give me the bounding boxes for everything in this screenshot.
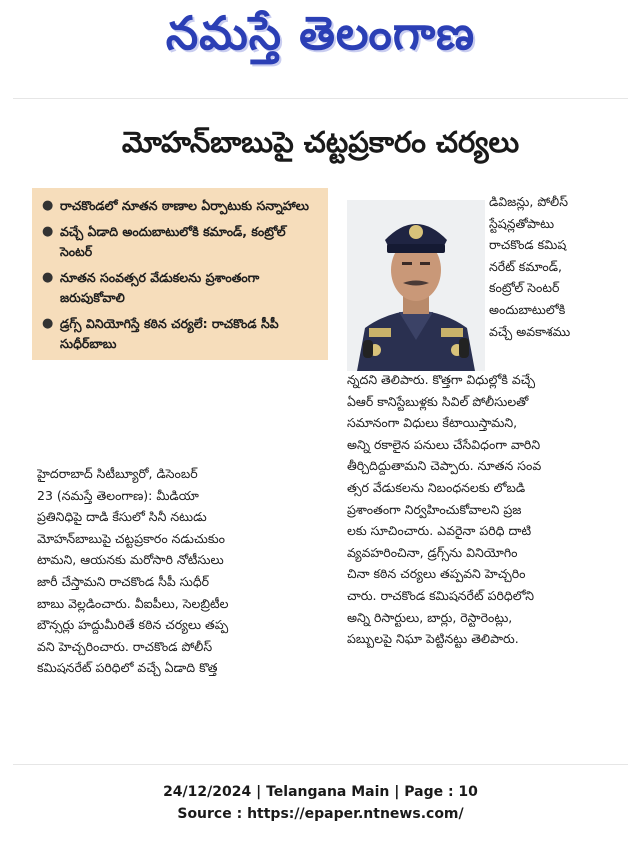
bullet-icon: ●: [42, 224, 54, 239]
text-line: లకు సూచించారు. ఎవరైనా పరిధి దాటి: [347, 523, 532, 539]
highlight-item: [42, 196, 322, 216]
left-column: [37, 463, 333, 679]
text-line: చారు. రాచకొండ కమిషనరేట్ పరిధిలోని: [347, 587, 535, 603]
text-line: బాబు వెల్లడించారు. వీఐపీలు, సెలబ్రిటీల: [37, 595, 229, 611]
highlight-text: రాచకొండలో నూతన ఠాణాల ఏర్పాటుకు సన్నాహాలు: [60, 198, 309, 213]
text-line: ఏఆర్ కానిస్టేబుళ్లకు సివిల్ పోలీసులతో: [347, 393, 529, 409]
text-line: చినా కఠిన చర్యలు తప్పవని హెచ్చరిం: [347, 566, 526, 582]
text-line: హైదరాబాద్ సిటీబ్యూరో, డిసెంబర్: [37, 466, 198, 481]
article-headline: మోహన్‌బాబుపై చట్టప్రకారం చర్యలు: [121, 125, 520, 159]
text-line: జారీ చేస్తామని రాచకొండ సీపీ సుధీర్: [37, 573, 210, 589]
edition-info: 24/12/2024 | Telangana Main | Page : 10: [163, 784, 478, 800]
highlight-item: [42, 268, 322, 308]
text-line: 23 (నమస్తే తెలంగాణ): మీడియా: [37, 487, 199, 503]
text-line: కమిషనరేట్ పరిధిలో వచ్చే ఏడాది కొత్త: [37, 660, 218, 676]
text-line: రాచకొండ కమిష: [489, 237, 567, 253]
highlights-box: [32, 188, 328, 360]
highlight-item: [42, 222, 322, 262]
text-line: ప్రతినిధిపై దాడి కేసులో సినీ నటుడు: [37, 509, 207, 525]
highlight-text: నూతన సంవత్సర వేడుకలను ప్రశాంతంగా జరుపుకోవాలి: [60, 270, 260, 305]
text-line: స్టేషన్లతోపాటు: [489, 215, 555, 231]
masthead-logo: నమస్తే తెలంగాణ: [165, 6, 476, 60]
bullet-icon: ●: [42, 270, 54, 285]
news-clipping: [13, 98, 628, 765]
text-line: పబ్బులపై నిఘా పెట్టినట్టు తెలిపారు.: [347, 631, 519, 647]
text-line: వని హెచ్చరించారు. రాచకొండ పోలీస్: [37, 638, 213, 654]
right-bottom-column: [347, 369, 623, 650]
masthead: [0, 0, 641, 78]
text-line: అందుబాటులోకి: [489, 301, 566, 317]
text-line: త్సర వేడుకలను నిబంధనలకు లోబడి: [347, 479, 526, 495]
highlight-text: వచ్చే ఏడాది అందుబాటులోకి కమాండ్, కంట్రోల్ సెంటర్: [60, 224, 286, 259]
text-line: అన్ని రిసార్టులు, బార్లు, రెస్టారెంట్లు,: [347, 609, 513, 625]
police-officer-photo: [347, 200, 485, 371]
text-line: వ్యవహరించినా, డ్రగ్స్‌ను వినియోగిం: [347, 544, 518, 560]
text-line: మోహన్‌బాబుపై చట్టప్రకారం నడుచుకుం: [37, 530, 226, 546]
text-line: డివిజన్లు, పోలీస్: [489, 194, 568, 209]
bullet-icon: ●: [42, 316, 54, 331]
text-line: సమానంగా విధులు కేటాయిస్తామని,: [347, 415, 518, 431]
officer-portrait-icon: [347, 200, 485, 371]
text-line: అన్ని రకాలైన పనులు చేసేవిధంగా వారిని: [347, 436, 541, 452]
text-line: బౌన్సర్లు హద్దుమీరితే కఠిన చర్యలు తప్ప: [37, 617, 229, 633]
bullet-icon: ●: [42, 198, 54, 213]
highlight-text: డ్రగ్స్ వినియోగిస్తే కఠిన చర్యలే: రాచకొండ సీపీ సుధీర్‌బాబు: [60, 316, 279, 351]
text-line: న్నదని తెలిపారు. కొత్తగా విధుల్లోకి వచ్చే: [347, 372, 536, 387]
text-line: నరేట్ కమాండ్,: [489, 258, 562, 274]
source-link[interactable]: Source : https://epaper.ntnews.com/: [177, 806, 464, 822]
highlight-item: [42, 314, 322, 354]
right-top-column: [489, 191, 621, 342]
text-line: ప్రశాంతంగా నిర్వహించుకోవాలని ప్రజ: [347, 501, 522, 517]
text-line: తీర్చిదిద్దుతామని చెప్పారు. నూతన సంవ: [347, 458, 542, 474]
text-line: వచ్చే అవకాశము: [489, 323, 571, 339]
text-line: టామని, ఆయనకు మరోసారి నోటీసులు: [37, 552, 224, 568]
text-line: కంట్రోల్ సెంటర్: [489, 280, 560, 296]
